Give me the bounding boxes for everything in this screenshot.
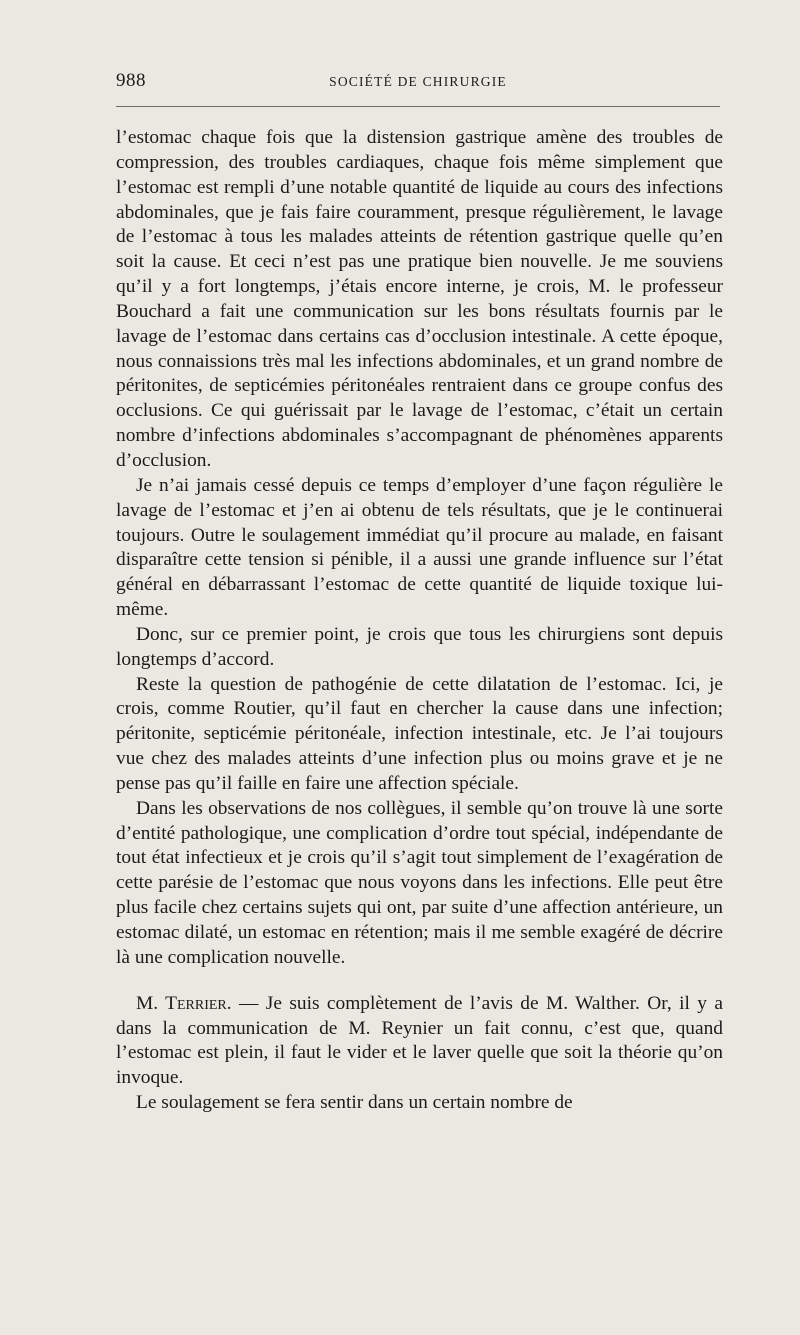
running-head bbox=[116, 70, 720, 98]
body-text bbox=[116, 126, 723, 1116]
paragraph: l’estomac chaque fois que la distension gastrique amène des troubles de compression, des troubles cardiaques, chaque fois même simplement que l’estomac est rempli d’une notable quantité de liquide au cours des infections abdominales, que je fais faire couramment, presque régulièrement, le lavage de l’estomac à tous les malades atteints de rétention gastrique quelle qu’en soit la cause. Et ceci n’est pas une pratique bien nouvelle. Je me souviens qu’il y a fort longtemps, j’étais encore interne, je crois, M. le professeur Bouchard a fait une communication sur les bons résultats fournis par le lavage de l’estomac dans certains cas d’occlusion intestinale. A cette époque, nous connaissions très mal les infections abdominales, et un grand nombre de péritonites, de septicémies péritonéales rentraient dans ce groupe confus des occlusions. Ce qui guérissait par le lavage de l’estomac, c’était un certain nombre d’infections abdominales s’accompagnant de phénomènes apparents d’occlusion. bbox=[116, 127, 723, 471]
speaker-name: M. Terrier. bbox=[136, 992, 232, 1014]
paragraph: Le soulagement se fera sentir dans un certain nombre de bbox=[136, 1092, 573, 1114]
header-rule bbox=[116, 106, 720, 107]
paragraph: Reste la question de pathogénie de cette dilatation de l’estomac. Ici, je crois, comme Routier, qu’il faut en chercher la cause dans une infection; péritonite, septicémie péritonéale, infection intestinale, etc. Je l’ai toujours vue chez des malades atteints d’une infection plus ou moins grave et je ne pense pas qu’il faille en faire une affection spéciale. bbox=[116, 673, 723, 794]
paragraph: Dans les observations de nos collègues, il semble qu’on trouve là une sorte d’entité pathologique, une complication d’ordre tout spécial, indépendante de tout état infectieux et je crois qu’il s’agit tout simplement de l’exagération de cette parésie de l’estomac que nous voyons dans les infections. Elle peut être plus facile chez certains sujets qui ont, par suite d’une affection antérieure, un estomac dilaté, un estomac en rétention; mais il me semble exagéré de décrire là une complication nouvelle. bbox=[116, 797, 723, 968]
paragraph: Donc, sur ce premier point, je crois que tous les chirurgiens sont depuis longtemps d’accord. bbox=[116, 623, 723, 670]
running-title: SOCIÉTÉ DE CHIRURGIE bbox=[329, 74, 507, 89]
speech-text: — Je suis complètement de l’avis de M. Walther. Or, il y a dans la communication de M. Reynier un fait connu, c’est que, quand l’estomac est plein, il faut le vider et le laver quelle que soit la théorie qu’on invoque. bbox=[116, 992, 723, 1089]
paragraph: Je n’ai jamais cessé depuis ce temps d’employer d’une façon régulière le lavage de l’estomac et j’en ai obtenu de tels résultats, que je le continuerai toujours. Outre le soulagement immédiat qu’il procure au malade, en faisant disparaître cette tension si pénible, il a aussi une grande influence sur l’état général en débarrassant l’estomac de cette quantité de liquide toxique lui-même. bbox=[116, 474, 723, 621]
speech-paragraph bbox=[116, 992, 723, 1091]
page-number: 988 bbox=[116, 70, 146, 91]
